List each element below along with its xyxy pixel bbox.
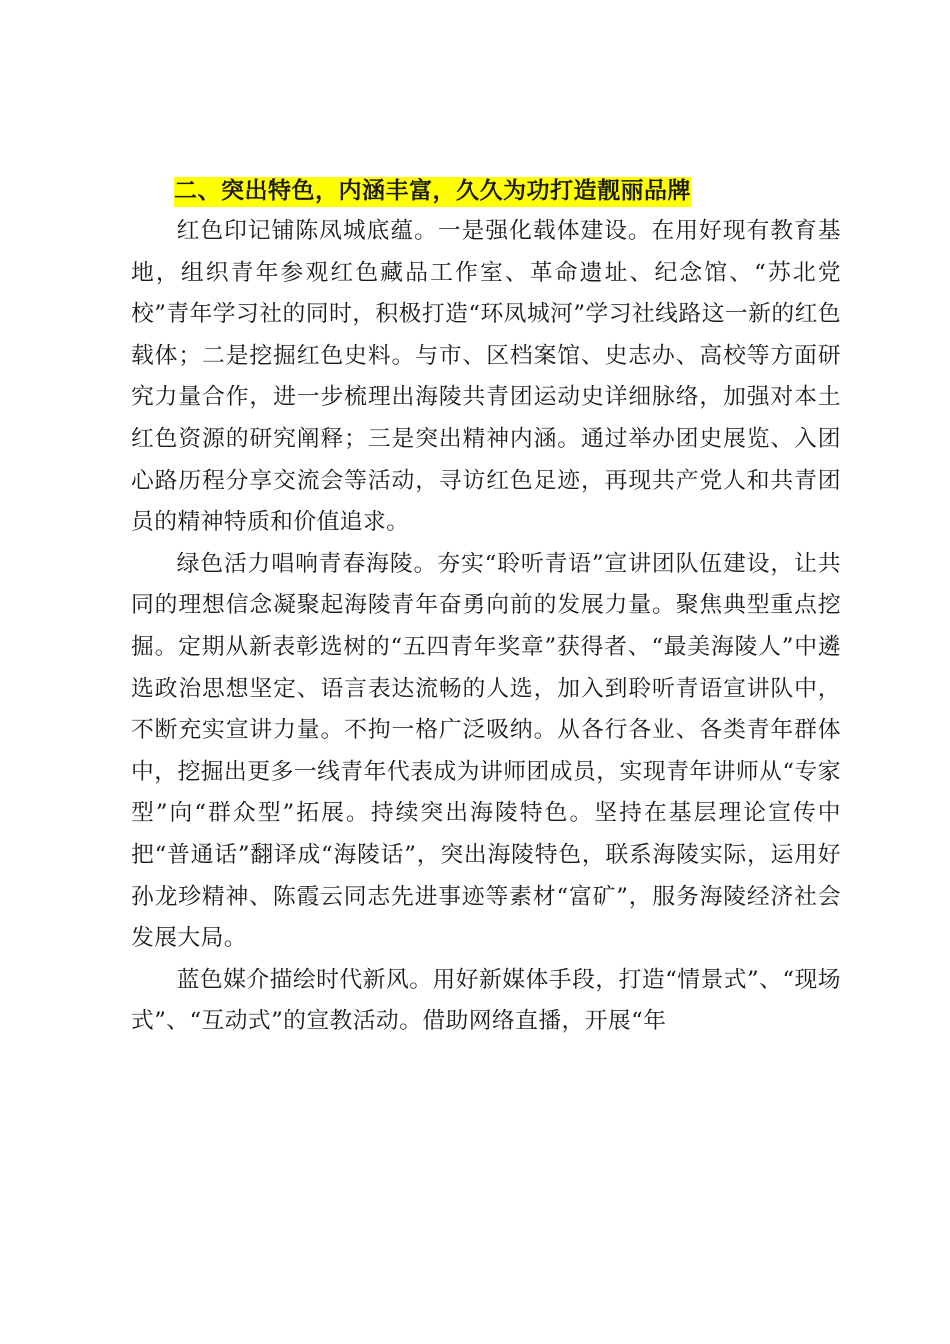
document-body — [131, 171, 841, 1043]
paragraph-green-vitality: 绿色活力唱响青春海陵。夯实“聆听青语”宣讲团队伍建设，让共同的理想信念凝聚起海陵青年奋勇向前的发展力量。聚焦典型重点挖掘。定期从新表彰选树的“五四青年奖章”获得者、“最美海陵人”中遴选政治思想坚定、语言表达流畅的人选，加入到聆听青语宣讲队中，不断充实宣讲力量。不拘一格广泛吸纳。从各行各业、各类青年群体中，挖掘出更多一线青年代表成为讲师团成员，实现青年讲师从“专家型”向“群众型”拓展。持续突出海陵特色。坚持在基层理论宣传中把“普通话”翻译成“海陵话”，突出海陵特色，联系海陵实际，运用好孙龙珍精神、陈霞云同志先进事迹等素材“富矿”，服务海陵经济社会发展大局。 — [131, 550, 841, 952]
section-heading — [174, 171, 841, 211]
paragraph-red-legacy: 红色印记铺陈凤城底蕴。一是强化载体建设。在用好现有教育基地，组织青年参观红色藏品工作室、革命遗址、纪念馆、“苏北党校”青年学习社的同时，积极打造“环凤城河”学习社线路这一新的红色载体；二是挖掘红色史料。与市、区档案馆、史志办、高校等方面研究力量合作，进一步梳理出海陵共青团运动史详细脉络，加强对本土红色资源的研究阐释；三是突出精神内涵。通过举办团史展览、入团心路历程分享交流会等活动，寻访红色足迹，再现共产党人和共青团员的精神特质和价值追求。 — [131, 218, 841, 536]
heading-highlight: 二、突出特色，内涵丰富，久久为功打造靓丽品牌 — [174, 177, 691, 207]
paragraph-blue-media: 蓝色媒介描绘时代新风。用好新媒体手段，打造“情景式”、“现场式”、“互动式”的宣教活动。借助网络直播，开展“年 — [131, 966, 841, 1035]
